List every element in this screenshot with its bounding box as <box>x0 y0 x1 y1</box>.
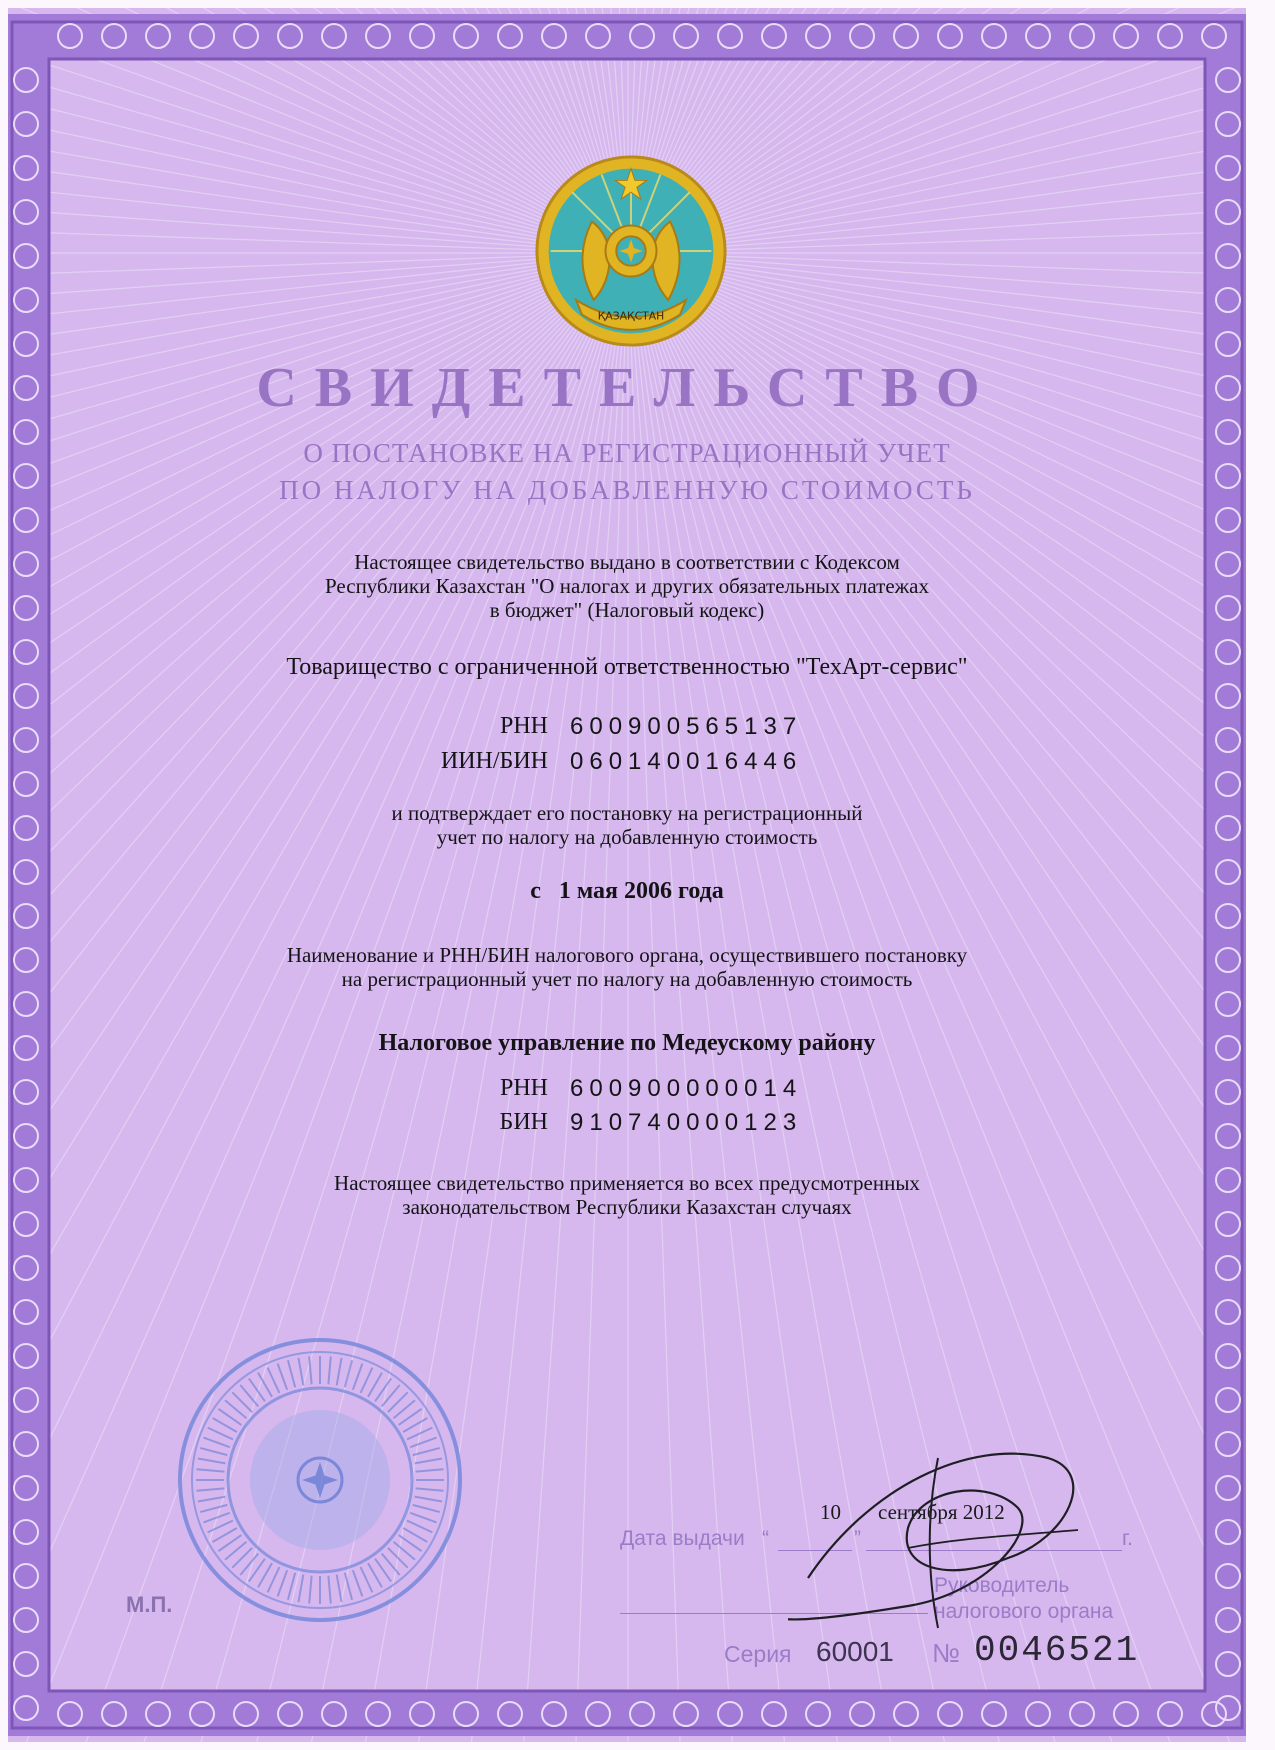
handwritten-signature <box>788 1418 1118 1648</box>
emblem-label: ҚАЗАҚСТАН <box>597 309 665 323</box>
head-label-line-1: Руководитель <box>934 1574 1070 1597</box>
organization-name: Товарищество с ограниченной ответственностью "ТехАрт-сервис" <box>286 654 968 680</box>
issue-quote-close: ” <box>854 1527 861 1550</box>
confirmation-paragraph <box>48 801 1206 849</box>
state-emblem-icon <box>533 153 729 349</box>
stamp-place-label: М.П. <box>126 1592 173 1617</box>
auth-bin-label: БИН <box>499 1109 548 1135</box>
intro-line-3: в бюджет" (Налоговый кодекс) <box>489 598 765 622</box>
registration-date: с 1 мая 2006 года <box>530 878 724 904</box>
authority-name: Налоговое управление по Медеускому району <box>378 1030 876 1056</box>
subtitle-line-2: ПО НАЛОГУ НА ДОБАВЛЕННУЮ СТОИМОСТЬ <box>279 475 975 505</box>
org-iin-value: 060140016446 <box>570 748 803 775</box>
auth-bin-value: 910740000123 <box>570 1109 803 1136</box>
series-value: 60001 <box>816 1636 894 1667</box>
auth-rnn-label: РНН <box>499 1075 548 1101</box>
intro-paragraph <box>48 550 1206 622</box>
applies-line-2: законодательством Республики Казахстан случаях <box>402 1195 852 1219</box>
authority-caption-line-2: на регистрационный учет по налогу на добавленную стоимость <box>341 967 913 991</box>
authority-caption <box>48 943 1206 991</box>
issue-day: 10 <box>820 1500 841 1524</box>
subtitle-line-1: О ПОСТАНОВКЕ НА РЕГИСТРАЦИОННЫЙ УЧЕТ <box>303 438 951 468</box>
auth-rnn-value: 600900000014 <box>570 1075 803 1102</box>
authority-caption-line-1: Наименование и РНН/БИН налогового органа, осуществившего постановку <box>286 943 968 967</box>
intro-line-2: Республики Казахстан "О налогах и других обязательных платежах <box>325 574 929 598</box>
confirm-line-1: и подтверждает его постановку на регистрационный <box>391 801 863 825</box>
org-iin-label: ИИН/БИН <box>440 748 548 774</box>
issue-year-suffix: г. <box>1122 1527 1133 1550</box>
issue-date-label: Дата выдачи <box>620 1527 745 1550</box>
intro-line-1: Настоящее свидетельство выдано в соответствии с Кодексом <box>354 550 900 574</box>
issue-month-year: сентября 2012 <box>878 1500 1005 1524</box>
confirm-line-2: учет по налогу на добавленную стоимость <box>436 825 818 849</box>
head-label-line-2: налогового органа <box>934 1600 1114 1623</box>
applicability-paragraph <box>48 1171 1206 1219</box>
issue-quote-open: “ <box>762 1527 769 1550</box>
document-title: СВИДЕТЕЛЬСТВО <box>256 357 998 419</box>
org-rnn-value: 600900565137 <box>570 713 803 740</box>
official-seal-stamp <box>170 1330 470 1630</box>
certificate-number: 0046521 <box>974 1630 1140 1671</box>
org-rnn-label: РНН <box>499 713 548 739</box>
certificate-sheet <box>8 8 1246 1742</box>
number-label: № <box>932 1638 960 1668</box>
series-label: Серия <box>724 1641 792 1667</box>
applies-line-1: Настоящее свидетельство применяется во всех предусмотренных <box>334 1171 920 1195</box>
